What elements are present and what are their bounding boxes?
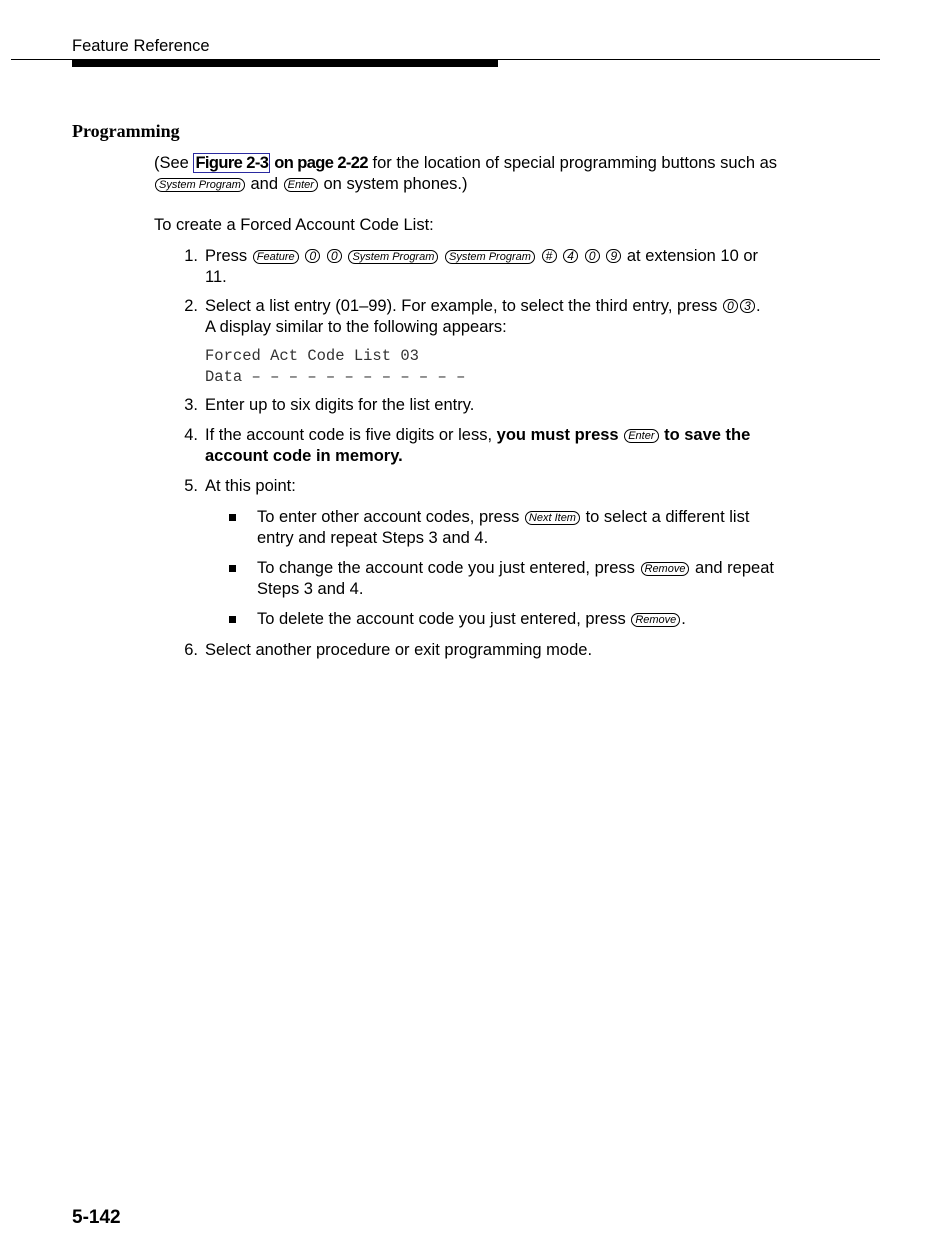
enter-key: Enter bbox=[624, 429, 658, 443]
dial-key: 4 bbox=[563, 249, 578, 263]
step-text: Select another procedure or exit programming mode. bbox=[205, 641, 593, 659]
section-heading: Programming bbox=[72, 121, 180, 141]
display-line-2: Data – – – – – – – – – – – – bbox=[205, 368, 466, 386]
display-line-1: Forced Act Code List 03 bbox=[205, 347, 419, 365]
page-number: 5-142 bbox=[72, 1207, 121, 1228]
dial-key: # bbox=[542, 249, 557, 263]
system-program-key: System Program bbox=[445, 250, 535, 264]
bullet-text: . bbox=[681, 610, 686, 628]
bullet-body bbox=[257, 609, 777, 630]
step-number: 6. bbox=[184, 641, 198, 659]
running-head: Feature Reference bbox=[72, 37, 210, 55]
step-number: 5. bbox=[184, 477, 198, 495]
intro-paragraph bbox=[154, 153, 784, 194]
step-text: At this point: bbox=[205, 477, 296, 495]
dial-key: 0 bbox=[305, 249, 320, 263]
step-emphasis: you must press bbox=[496, 426, 624, 444]
intro-and: and bbox=[245, 174, 283, 193]
enter-key: Enter bbox=[284, 178, 318, 192]
intro-see: (See bbox=[154, 154, 194, 172]
header-bar bbox=[72, 60, 498, 67]
dial-key: 0 bbox=[585, 249, 600, 263]
bullet-text: to select a different list entry and repeat Steps 3 and 4. bbox=[257, 508, 750, 547]
bullet-icon bbox=[229, 565, 236, 572]
intro-text-a: for the location of special programming buttons such as bbox=[367, 154, 778, 172]
dial-key: 0 bbox=[723, 299, 738, 313]
step-text: Press bbox=[205, 247, 252, 265]
bullet-text: and repeat Steps 3 and 4. bbox=[257, 559, 774, 598]
bullet-icon bbox=[229, 616, 236, 623]
dial-key: 9 bbox=[606, 249, 621, 263]
bullet-body bbox=[257, 558, 777, 599]
figure-link[interactable]: Figure 2-3 bbox=[195, 154, 269, 172]
step-emphasis: to save the account code in memory. bbox=[205, 426, 751, 465]
bullet-text: To delete the account code you just entered, press bbox=[257, 610, 631, 628]
remove-key: Remove bbox=[631, 613, 680, 627]
create-line: To create a Forced Account Code List: bbox=[154, 216, 434, 234]
step-text: Select a list entry (01–99). For example, to select the third entry, press bbox=[205, 297, 722, 315]
bullet-body bbox=[257, 507, 777, 548]
page-link[interactable]: on page 2-22 bbox=[270, 154, 368, 172]
step-number: 4. bbox=[184, 426, 198, 444]
step-body bbox=[205, 425, 770, 466]
dial-key: 0 bbox=[327, 249, 342, 263]
remove-key: Remove bbox=[641, 562, 690, 576]
step-number: 3. bbox=[184, 396, 198, 414]
system-program-key: System Program bbox=[348, 250, 438, 264]
bullet-text: To enter other account codes, press bbox=[257, 508, 524, 526]
feature-key: Feature bbox=[253, 250, 299, 264]
bullet-text: To change the account code you just entered, press bbox=[257, 559, 640, 577]
step-body bbox=[205, 246, 770, 287]
step-number: 2. bbox=[184, 297, 198, 315]
next-item-key: Next Item bbox=[525, 511, 580, 525]
step-number: 1. bbox=[184, 247, 198, 265]
step-text: at extension 10 or 11. bbox=[205, 247, 759, 286]
system-program-key: System Program bbox=[155, 178, 245, 192]
dial-key: 3 bbox=[740, 299, 755, 313]
step-body bbox=[205, 296, 770, 337]
step-text: . A display similar to the following appears: bbox=[205, 297, 761, 336]
bullet-icon bbox=[229, 514, 236, 521]
step-text: If the account code is five digits or less, bbox=[205, 426, 497, 444]
intro-text-b: on system phones.) bbox=[318, 174, 468, 193]
step-text: Enter up to six digits for the list entry. bbox=[205, 396, 475, 414]
